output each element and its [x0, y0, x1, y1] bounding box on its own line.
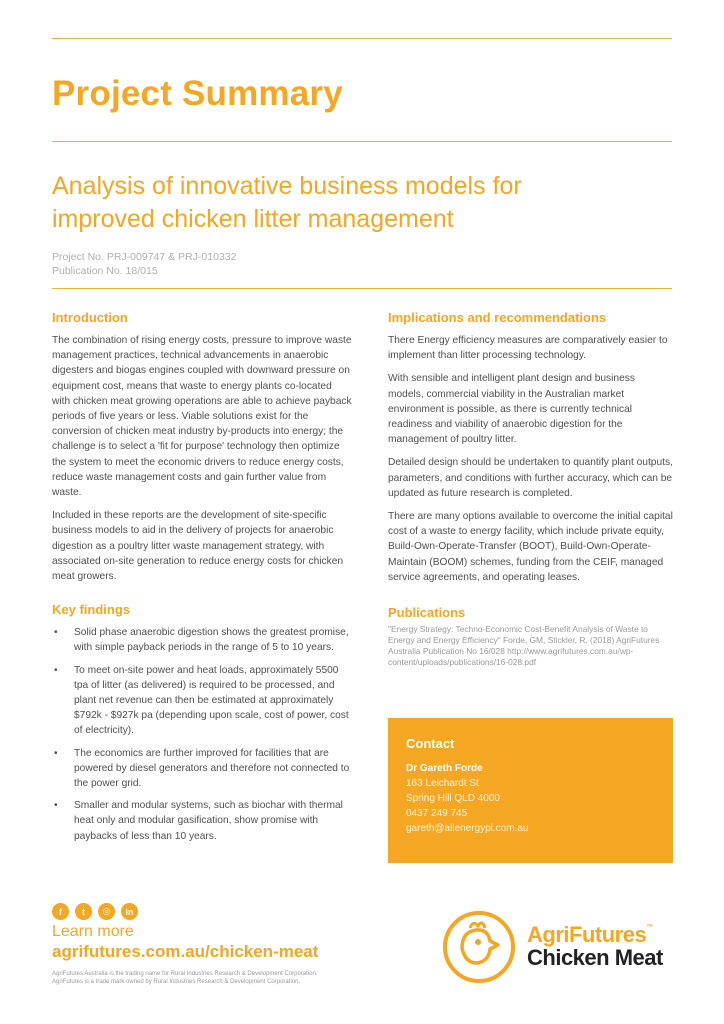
introduction-paragraph-1: The combination of rising energy costs, pressure to improve waste management practices, technical advancements in anaerobic digesters and biogas engines coupled with downward pressure on equipment cost, means that waste to energy plants co-located with chicken meat growing operations are able to achieve payback periods of five years or less. Viable solutions exist for the conversion of chicken meat industry by-products into energy; the challenge is to select a 'fit for purpose' technology then optimize the system to meet the economic drivers to reduce energy costs, reduce waste management costs and gain further value from waste. [52, 335, 352, 499]
contact-box [388, 718, 673, 863]
social-icons [52, 903, 138, 920]
document-type-heading: Project Summary [52, 74, 343, 113]
linkedin-icon[interactable]: in [121, 903, 138, 920]
key-findings-heading: Key findings [52, 602, 131, 618]
website-link[interactable]: agrifutures.com.au/chicken-meat [52, 942, 319, 961]
brand-wordmark [527, 922, 663, 971]
project-number: Project No. PRJ-009747 & PRJ-010332 [52, 251, 237, 263]
list-item: • Smaller and modular systems, such as biochar with thermal heat only and modular gasification, show promise with paybacks of less than 10 years. [52, 798, 352, 844]
left-column [52, 310, 352, 851]
list-item: • To meet on-site power and heat loads, approximately 5500 tpa of litter (as delivered) is required to be processed, and plant net revenue can then be estimated at approximately $792k - $927k pa (depending upon scale, cost of power, cost of electricity). [52, 663, 352, 739]
key-findings-list [52, 625, 352, 844]
project-meta [52, 250, 236, 278]
list-item: • The economics are further improved for facilities that are powered by diesel generators and therefore not connected to the power grid. [52, 746, 352, 792]
contact-phone[interactable]: 0437 249 745 [406, 808, 468, 819]
contact-address-line-1: 163 Leichardt St [406, 778, 479, 789]
contact-name: Dr Gareth Forde [406, 763, 483, 774]
introduction-paragraph-2: Included in these reports are the development of site-specific business models to aid in the delivery of projects for anaerobic digestion as a poultry litter waste management strategy, with associated on-site generation to reduce energy costs for chicken meat growers. [52, 510, 344, 583]
right-column [388, 310, 673, 668]
implications-paragraph-4: There are many options available to overcome the initial capital cost of a waste to energy facility, which include private equity, Build-Own-Operate-Transfer (BOOT), Build-Own-Operate-Maintain (BOOM) schemes, funding from the CEIF, managed service agreements, and operating leases. [388, 511, 673, 583]
instagram-icon[interactable]: ◎ [98, 903, 115, 920]
publication-number: Publication No. 18/015 [52, 265, 158, 277]
contact-address-line-2: Spring Hill QLD 4000 [406, 793, 500, 804]
title-line-1: Analysis of innovative business models for [52, 172, 522, 200]
header-divider [52, 141, 672, 142]
page-title [52, 170, 652, 236]
fine-print-line-1: AgriFutures Australia is the trading name for Rural Industries Research & Development Corporation. [52, 971, 318, 977]
twitter-icon[interactable]: t [75, 903, 92, 920]
brand-name: AgriFutures™ [527, 922, 653, 947]
brand-subtitle: Chicken Meat [527, 945, 663, 970]
contact-heading: Contact [406, 736, 455, 751]
implications-heading: Implications and recommendations [388, 310, 607, 325]
meta-divider [52, 288, 672, 289]
title-line-2: improved chicken litter management [52, 205, 454, 233]
implications-paragraph-2: With sensible and intelligent plant design and business models, commercial viability in the Australian market environment is possible, as there is currently technical readiness and viability of anaerobic digestion for the management of poultry litter. [388, 373, 635, 446]
chicken-logo-icon [440, 908, 518, 986]
introduction-heading: Introduction [52, 310, 128, 325]
learn-more-label: Learn more [52, 923, 134, 940]
implications-paragraph-1: There Energy efficiency measures are comparatively easier to implement than litter processing technology. [388, 335, 668, 362]
fine-print [52, 970, 317, 986]
implications-paragraph-3: Detailed design should be undertaken to quantify plant outputs, parameters, and conditions with further accuracy, which can be updated as future research is completed. [388, 457, 673, 499]
facebook-icon[interactable]: f [52, 903, 69, 920]
contact-email[interactable]: gareth@allenergypl.com.au [406, 823, 529, 834]
publications-heading: Publications [388, 605, 466, 621]
trademark-symbol: ™ [646, 924, 653, 931]
list-item: • Solid phase anaerobic digestion shows the greatest promise, with simple payback periods in the range of 5 to 10 years. [52, 625, 352, 655]
publication-reference: "Energy Strategy: Techno-Economic Cost-Benefit Analysis of Waste to Energy and Energy Efficiency" Forde, GM, Stickler, R. (2018) AgriFutures Australia Publication No 16/028 http://www.agrifutures.com.au/wp-content/uploads/publications/16-028.pdf [388, 624, 660, 668]
top-divider [52, 38, 672, 39]
fine-print-line-2: AgriFutures is a trade mark owned by Rural Industries Research & Development Corporation. [52, 979, 301, 985]
